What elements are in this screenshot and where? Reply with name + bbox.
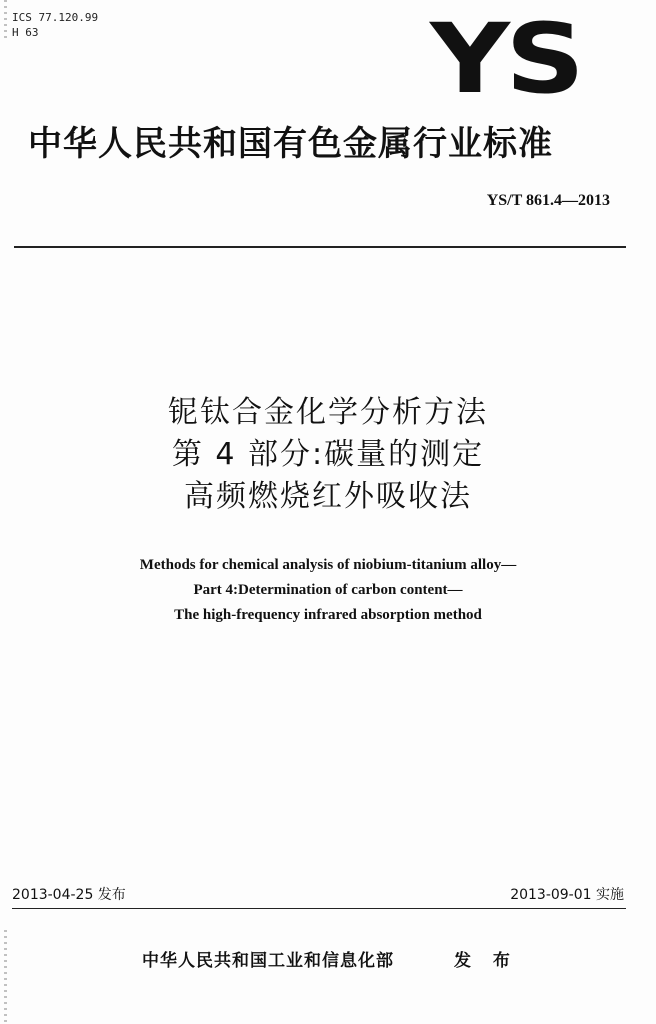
issuing-authority: 中华人民共和国工业和信息化部 bbox=[142, 951, 394, 971]
chinese-title-line-2: 第 4 部分:碳量的测定 bbox=[171, 437, 485, 472]
english-title-line-3: The high-frequency infrared absorption method bbox=[174, 607, 482, 623]
ys-logo: YS bbox=[430, 3, 581, 115]
chinese-title-line-1: 铌钛合金化学分析方法 bbox=[168, 395, 488, 430]
classification-codes bbox=[12, 10, 98, 40]
implementation-date: 2013-09-01 实施 bbox=[510, 887, 624, 903]
standard-body-name: 中华人民共和国有色金属行业标准 bbox=[28, 124, 553, 164]
footer-divider bbox=[12, 908, 626, 909]
issue-date: 2013-04-25 发布 bbox=[12, 887, 126, 903]
class-code: H 63 bbox=[12, 26, 39, 39]
scan-artifact bbox=[4, 0, 7, 40]
english-title-line-1: Methods for chemical analysis of niobium-titanium alloy— bbox=[139, 557, 517, 573]
english-title-line-2: Part 4:Determination of carbon content— bbox=[193, 582, 463, 598]
ics-code: ICS 77.120.99 bbox=[12, 11, 99, 24]
chinese-title bbox=[0, 392, 656, 518]
scan-artifact bbox=[4, 930, 7, 1024]
header-divider bbox=[14, 246, 626, 248]
standard-number: YS/T 861.4—2013 bbox=[486, 192, 610, 209]
chinese-title-line-3: 高频燃烧红外吸收法 bbox=[184, 479, 472, 514]
publish-label: 发 布 bbox=[454, 951, 518, 971]
english-title bbox=[0, 553, 656, 628]
